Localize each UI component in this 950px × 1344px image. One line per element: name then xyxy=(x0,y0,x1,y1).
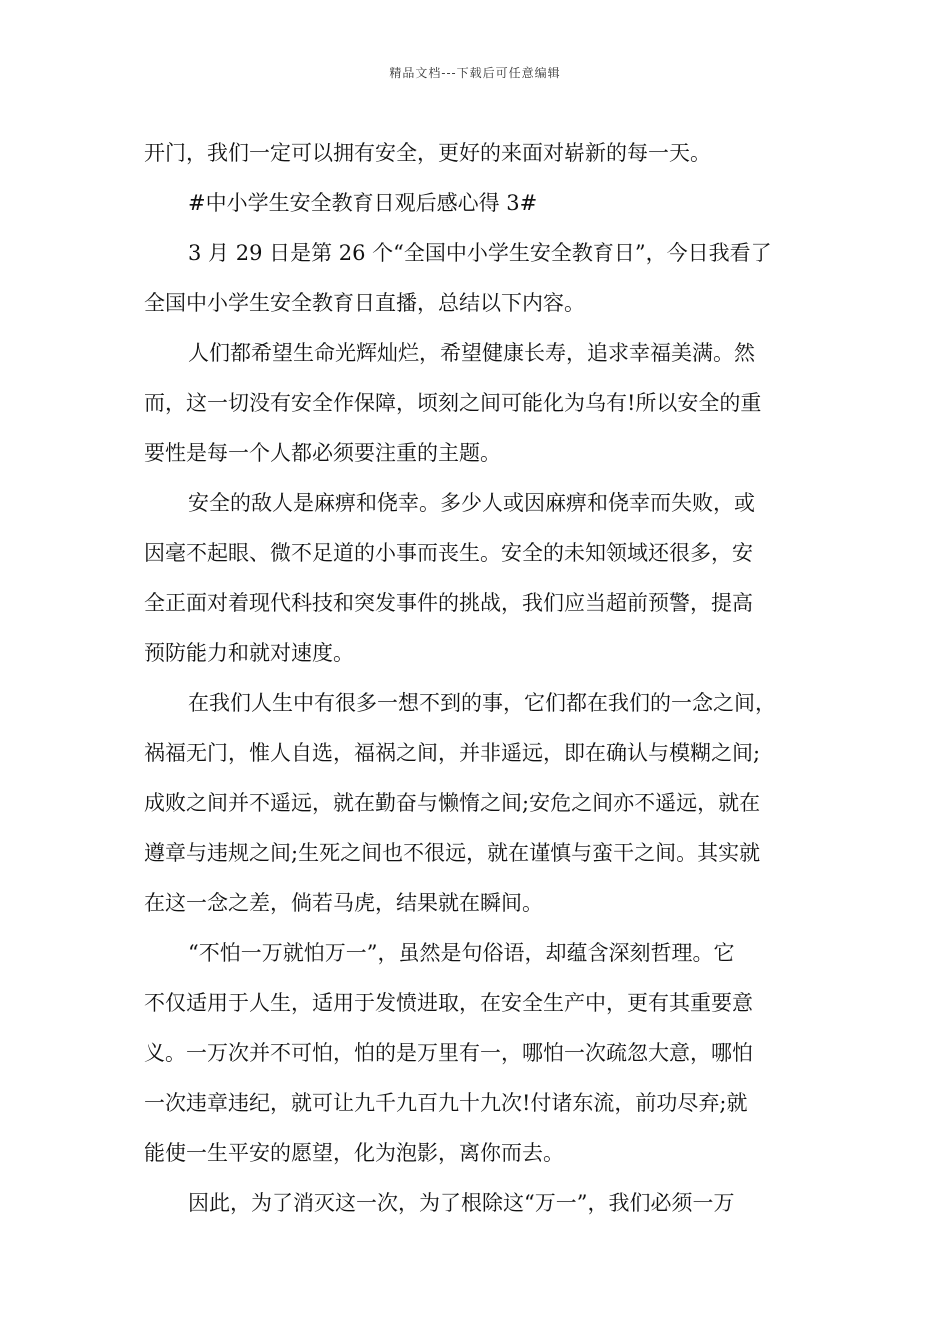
text-line: 一次违章违纪，就可让九千九百九十九次!付诸东流，前功尽弃;就 xyxy=(144,1091,748,1115)
text-line: 开门，我们一定可以拥有安全，更好的来面对崭新的每一天。 xyxy=(144,141,711,165)
text-line: 人们都希望生命光辉灿烂，希望健康长寿，追求幸福美满。然 xyxy=(188,341,755,365)
text-line: 义。一万次并不可怕，怕的是万里有一，哪怕一次疏忽大意，哪怕 xyxy=(144,1041,753,1065)
document-body xyxy=(144,128,806,1228)
text-line: 祸福无门，惟人自选，福祸之间，并非遥远，即在确认与模糊之间; xyxy=(144,741,761,765)
text-line: 在这一念之差，倘若马虎，结果就在瞬间。 xyxy=(144,891,543,915)
text-line: 安全的敌人是麻痹和侥幸。多少人或因麻痹和侥幸而失败，或 xyxy=(188,491,755,515)
text-line: 全正面对着现代科技和突发事件的挑战，我们应当超前预警，提高 xyxy=(144,591,753,615)
text-line: 遵章与违规之间;生死之间也不很远，就在谨慎与蛮干之间。其实就 xyxy=(144,841,761,865)
text-line: 成败之间并不遥远，就在勤奋与懒惰之间;安危之间亦不遥远，就在 xyxy=(144,791,761,815)
text-line: 因毫不起眼、微不足道的小事而丧生。安全的未知领域还很多，安 xyxy=(144,541,753,565)
text-line: 因此，为了消灭这一次，为了根除这“万一”，我们必须一万 xyxy=(188,1191,735,1215)
text-line: 全国中小学生安全教育日直播，总结以下内容。 xyxy=(144,291,585,315)
text-line: 在我们人生中有很多一想不到的事，它们都在我们的一念之间， xyxy=(188,691,776,715)
text-line: #中小学生安全教育日观后感心得 3# xyxy=(188,191,538,215)
text-line: “不怕一万就怕万一”，虽然是句俗语，却蕴含深刻哲理。它 xyxy=(188,941,735,965)
text-line: 不仅适用于人生，适用于发愤进取，在安全生产中，更有其重要意 xyxy=(144,991,753,1015)
text-line: 3 月 29 日是第 26 个“全国中小学生安全教育日”，今日我看了 xyxy=(188,241,772,265)
text-line: 而，这一切没有安全作保障，顷刻之间可能化为乌有!所以安全的重 xyxy=(144,391,762,415)
text-line: 能使一生平安的愿望，化为泡影，离你而去。 xyxy=(144,1141,564,1165)
text-line: 预防能力和就对速度。 xyxy=(144,641,354,665)
text-line: 要性是每一个人都必须要注重的主题。 xyxy=(144,441,501,465)
page-header: 精品文档---下载后可任意编辑 xyxy=(389,66,561,80)
